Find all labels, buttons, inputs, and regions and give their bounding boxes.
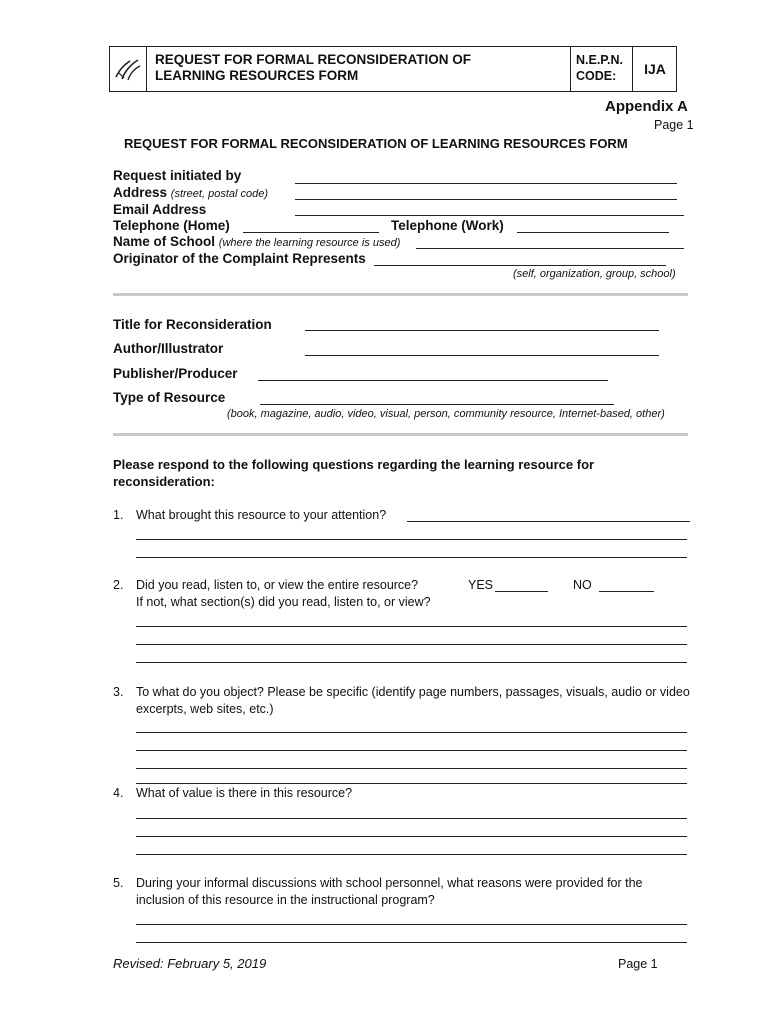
q2-answer-line[interactable] <box>136 626 687 627</box>
originator-hint: (self, organization, group, school) <box>513 268 676 280</box>
q3-answer-line[interactable] <box>136 783 687 784</box>
leaf-logo-icon <box>110 47 146 91</box>
q2-followup-text: If not, what section(s) did you read, listen to, or view? <box>136 595 431 609</box>
originator-field[interactable] <box>374 265 666 266</box>
section-divider-2 <box>113 433 688 436</box>
appendix-label: Appendix A <box>605 98 688 115</box>
q1-answer-line[interactable] <box>136 539 687 540</box>
telephone-work-field[interactable] <box>517 232 669 233</box>
title-field[interactable] <box>305 330 659 331</box>
q3-text-line2: excerpts, web sites, etc.) <box>136 702 274 716</box>
q1-answer-line[interactable] <box>407 521 690 522</box>
q2-yes-label: YES <box>468 578 494 592</box>
q3-text-line1: To what do you object? Please be specific (identify page numbers, passages, visuals, audio or video <box>136 685 690 699</box>
q2-number: 2. <box>113 578 124 592</box>
q5-number: 5. <box>113 876 124 890</box>
email-label: Email Address <box>113 202 207 217</box>
address-field[interactable] <box>295 199 677 200</box>
form-title: REQUEST FOR FORMAL RECONSIDERATION OF LEARNING RESOURCES FORM <box>124 136 628 151</box>
telephone-home-field[interactable] <box>243 232 379 233</box>
school-field[interactable] <box>416 248 684 249</box>
school-label: Name of School <box>113 234 216 249</box>
q1-answer-line[interactable] <box>136 557 687 558</box>
q3-number: 3. <box>113 685 124 699</box>
q5-text-line1: During your informal discussions with school personnel, what reasons were provided for the <box>136 876 643 890</box>
address-hint: (street, postal code) <box>170 188 269 200</box>
q2-answer-line[interactable] <box>136 644 687 645</box>
logo <box>110 47 147 91</box>
code-label <box>570 47 630 91</box>
type-label: Type of Resource <box>113 390 226 405</box>
type-field[interactable] <box>260 404 614 405</box>
header-title <box>155 52 471 84</box>
title-label: Title for Reconsideration <box>113 317 272 332</box>
telephone-home-label: Telephone (Home) <box>113 218 230 233</box>
q3-answer-line[interactable] <box>136 732 687 733</box>
header-title-line2: LEARNING RESOURCES FORM <box>155 68 359 83</box>
q2-answer-line[interactable] <box>136 662 687 663</box>
header-title-line1: REQUEST FOR FORMAL RECONSIDERATION OF <box>155 52 472 67</box>
q1-number: 1. <box>113 508 124 522</box>
request-initiated-field[interactable] <box>295 183 677 184</box>
school-row <box>113 234 400 249</box>
author-label: Author/Illustrator <box>113 341 224 356</box>
request-initiated-label: Request initiated by <box>113 168 242 183</box>
telephone-work-label: Telephone (Work) <box>391 218 504 233</box>
footer-revised: Revised: February 5, 2019 <box>113 956 267 971</box>
page-label: Page 1 <box>654 118 694 132</box>
footer-page: Page 1 <box>618 957 658 971</box>
originator-label: Originator of the Complaint Represents <box>113 251 366 266</box>
q2-text: Did you read, listen to, or view the entire resource? <box>136 578 419 592</box>
code-label-line1: N.E.P.N. <box>576 53 624 67</box>
q4-answer-line[interactable] <box>136 836 687 837</box>
address-row <box>113 185 268 200</box>
school-hint: (where the learning resource is used) <box>218 237 401 249</box>
q4-number: 4. <box>113 786 124 800</box>
q1-text: What brought this resource to your attention? <box>136 508 387 522</box>
header-box <box>109 46 677 92</box>
q5-answer-line[interactable] <box>136 942 687 943</box>
address-label: Address <box>113 185 168 200</box>
questions-intro-line2: reconsideration: <box>113 474 215 489</box>
author-field[interactable] <box>305 355 659 356</box>
q5-text-line2: inclusion of this resource in the instructional program? <box>136 893 435 907</box>
code-label-line2: CODE: <box>576 69 617 83</box>
publisher-field[interactable] <box>258 380 608 381</box>
section-divider-1 <box>113 293 688 296</box>
questions-intro-line1: Please respond to the following questions regarding the learning resource for <box>113 457 595 472</box>
q2-no-label: NO <box>573 578 592 592</box>
q4-answer-line[interactable] <box>136 818 687 819</box>
q2-no-field[interactable] <box>599 591 654 592</box>
q3-answer-line[interactable] <box>136 750 687 751</box>
type-hint: (book, magazine, audio, video, visual, person, community resource, Internet-based, other) <box>227 408 665 420</box>
email-field[interactable] <box>295 215 684 216</box>
q2-yes-field[interactable] <box>495 591 548 592</box>
publisher-label: Publisher/Producer <box>113 366 238 381</box>
q3-answer-line[interactable] <box>136 768 687 769</box>
q5-answer-line[interactable] <box>136 924 687 925</box>
code-value: IJA <box>632 47 677 91</box>
q4-answer-line[interactable] <box>136 854 687 855</box>
q4-text: What of value is there in this resource? <box>136 786 353 800</box>
